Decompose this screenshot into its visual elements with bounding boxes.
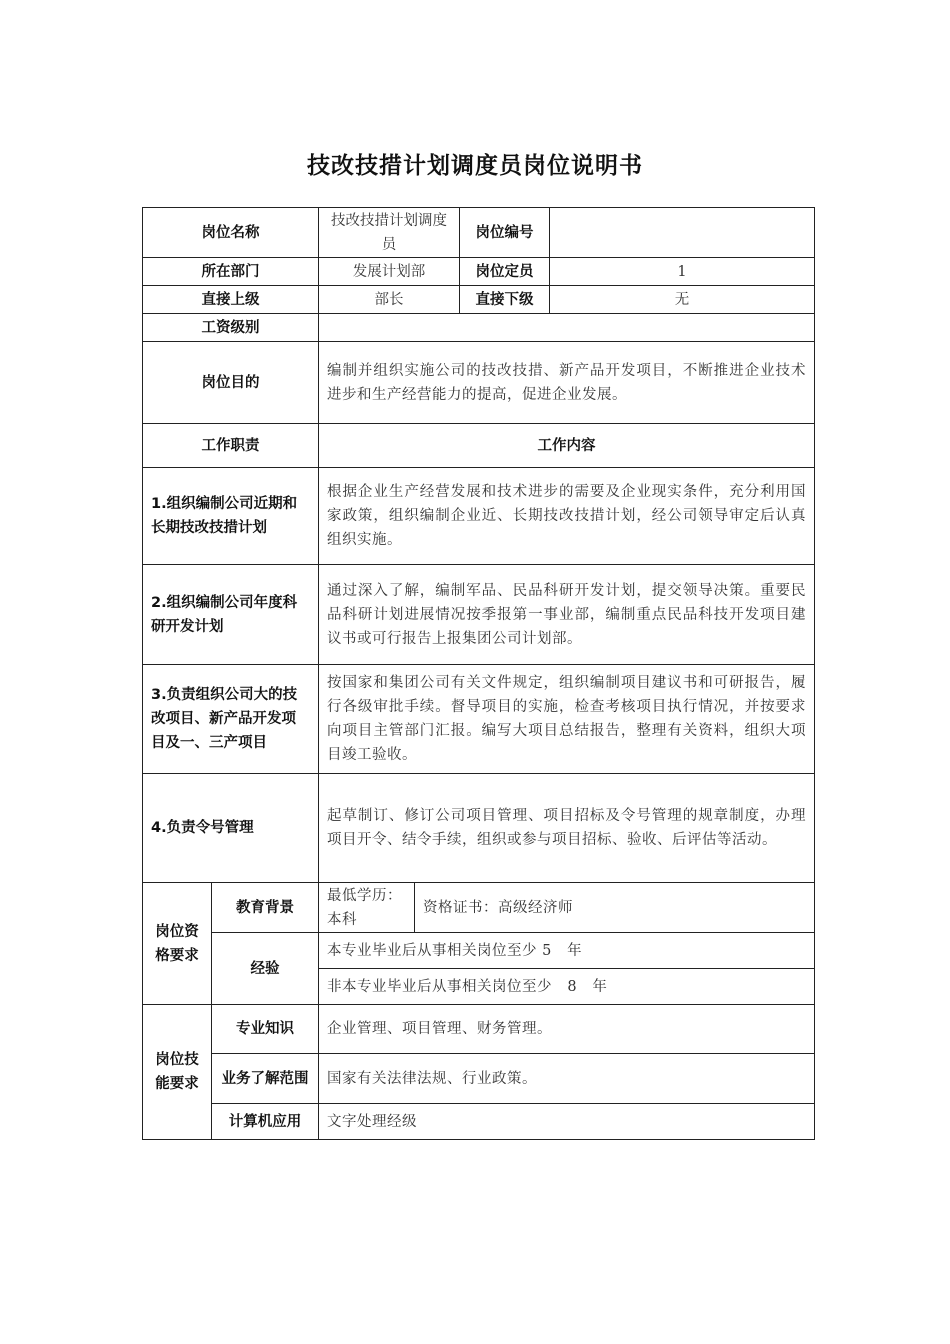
knowledge-value: 企业管理、项目管理、财务管理。 [319,1005,815,1054]
education-value: 最低学历：本科 [319,883,415,933]
duty-row [143,665,815,774]
purpose-text: 编制并组织实施公司的技改技措、新产品开发项目，不断推进企业技术进步和生产经营能力的提高，促进企业发展。 [319,342,815,424]
job-description-table [142,207,815,1140]
page-title: 技改技措计划调度员岗位说明书 [307,153,643,179]
duty-title: 4.负责令号管理 [143,774,319,883]
row-purpose [143,342,815,424]
duties-header-right: 工作内容 [319,424,815,468]
quota-value: 1 [550,258,815,286]
certificate-value: 资格证书：高级经济师 [415,883,815,933]
experience-label: 经验 [212,933,319,1005]
row-salary [143,314,815,342]
row-duties-header [143,424,815,468]
duty-content: 起草制订、修订公司项目管理、项目招标及令号管理的规章制度，办理项目开令、结令手续，组织或参与项目招标、验收、后评估等活动。 [319,774,815,883]
superior-label: 直接上级 [143,286,319,314]
duty-title: 3.负责组织公司大的技改项目、新产品开发项目及一、三产项目 [143,665,319,774]
row-scope [143,1054,815,1104]
row-education [143,883,815,933]
salary-value [319,314,815,342]
knowledge-label: 专业知识 [212,1005,319,1054]
scope-label: 业务了解范围 [212,1054,319,1104]
duty-row [143,565,815,665]
superior-value: 部长 [319,286,460,314]
education-label: 教育背景 [212,883,319,933]
duty-title: 2.组织编制公司年度科研开发计划 [143,565,319,665]
scope-value: 国家有关法律法规、行业政策。 [319,1054,815,1104]
subordinate-value: 无 [550,286,815,314]
skill-label: 岗位技能要求 [143,1005,212,1140]
duty-title: 1.组织编制公司近期和长期技改技措计划 [143,468,319,565]
experience-same-major: 本专业毕业后从事相关岗位至少 5 年 [319,933,815,969]
duty-content: 按国家和集团公司有关文件规定，组织编制项目建议书和可研报告，履行各级审批手续。督导项目的实施，检查考核项目执行情况，并按要求向项目主管部门汇报。编写大项目总结报告，整理有关资料，组织大项目竣工验收。 [319,665,815,774]
duties-header-left: 工作职责 [143,424,319,468]
quota-label: 岗位定员 [460,258,550,286]
computer-value: 文字处理经级 [319,1104,815,1140]
row-knowledge [143,1005,815,1054]
row-experience-1 [143,933,815,969]
duty-row [143,774,815,883]
position-code-label: 岗位编号 [460,208,550,258]
purpose-label: 岗位目的 [143,342,319,424]
salary-label: 工资级别 [143,314,319,342]
duty-row [143,468,815,565]
department-value: 发展计划部 [319,258,460,286]
row-position-name [143,208,815,258]
qualification-label: 岗位资格要求 [143,883,212,1005]
position-name-label: 岗位名称 [143,208,319,258]
row-computer [143,1104,815,1140]
subordinate-label: 直接下级 [460,286,550,314]
position-name-value: 技改技措计划调度员 [319,208,460,258]
row-superior [143,286,815,314]
department-label: 所在部门 [143,258,319,286]
duty-content: 通过深入了解，编制军品、民品科研开发计划，提交领导决策。重要民品科研计划进展情况按季报第一事业部，编制重点民品科技开发项目建议书或可行报告上报集团公司计划部。 [319,565,815,665]
position-code-value [550,208,815,258]
duty-content: 根据企业生产经营发展和技术进步的需要及企业现实条件，充分利用国家政策，组织编制企业近、长期技改技措计划，经公司领导审定后认真组织实施。 [319,468,815,565]
computer-label: 计算机应用 [212,1104,319,1140]
row-department [143,258,815,286]
experience-other-major: 非本专业毕业后从事相关岗位至少 8 年 [319,969,815,1005]
